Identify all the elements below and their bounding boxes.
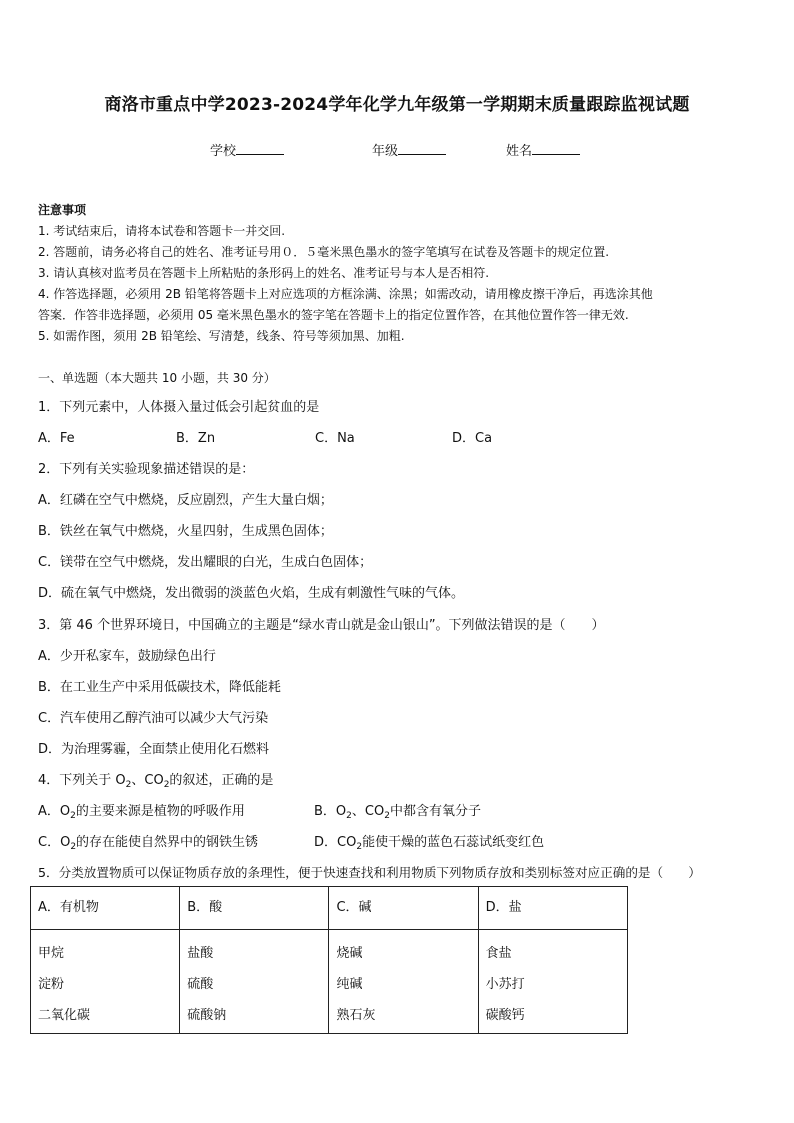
name-field xyxy=(506,140,580,159)
name-label: 姓名 xyxy=(506,144,533,159)
q4-option-c-text: 的存在能使自然界中的钢铁生锈 xyxy=(76,835,259,850)
table-cell xyxy=(478,930,627,1034)
substance-item: 盐酸 xyxy=(187,946,214,961)
table-row xyxy=(31,930,628,1034)
question-4-stem xyxy=(38,769,760,788)
substance-item: 二氧化碳 xyxy=(38,1008,91,1023)
table-header-row xyxy=(31,887,628,930)
q4-option-a[interactable] xyxy=(38,800,245,819)
question-1-stem: 1．下列元素中，人体摄入量过低会引起贫血的是 xyxy=(38,400,320,415)
subscript: 2 xyxy=(70,842,77,852)
subscript: 2 xyxy=(70,811,76,821)
school-blank[interactable] xyxy=(236,142,284,155)
q1-option-a[interactable]: A．Fe xyxy=(38,431,75,446)
q4-stem-suffix: 的叙述，正确的是 xyxy=(169,773,274,788)
q3-option-b[interactable]: B．在工业生产中采用低碳技术，降低能耗 xyxy=(38,680,281,695)
substance-item: 碳酸钙 xyxy=(485,1008,525,1023)
q4-stem-prefix: 4．下列关于 O xyxy=(38,773,126,788)
table-header-cell[interactable]: C．碱 xyxy=(329,887,478,930)
question-3-stem: 3．第 46 个世界环境日，中国确立的主题是“绿水青山就是金山银山”。下列做法错误的是（ ） xyxy=(38,618,605,633)
notice-item: 5. 如需作图，须用 2B 铅笔绘、写清楚，线条、符号等须加黑、加粗. xyxy=(38,329,405,343)
q2-option-a[interactable]: A．红磷在空气中燃烧，反应剧烈，产生大量白烟； xyxy=(38,493,333,508)
notice-item: 1. 考试结束后，请将本试卷和答题卡一并交回. xyxy=(38,224,286,238)
subscript: 2 xyxy=(356,842,363,852)
notice-item: 3. 请认真核对监考员在答题卡上所粘贴的条形码上的姓名、准考证号与本人是否相符. xyxy=(38,266,490,280)
table-cell xyxy=(31,930,180,1034)
notice-item: 4. 作答选择题，必须用 2B 铅笔将答题卡上对应选项的方框涂满、涂黑；如需改动，请用橡皮擦干净后，再选涂其他 xyxy=(38,287,653,301)
exam-title: 商洛市重点中学2023-2024学年化学九年级第一学期期末质量跟踪监视试题 xyxy=(104,95,690,115)
q3-option-d[interactable]: D．为治理雾霾，全面禁止使用化石燃料 xyxy=(38,742,270,757)
grade-field xyxy=(372,140,446,159)
subscript: 2 xyxy=(163,780,170,790)
subscript: 2 xyxy=(125,780,132,790)
substance-item: 淀粉 xyxy=(38,977,65,992)
question-5-stem: 5．分类放置物质可以保证物质存放的条理性，便于快速查找和利用物质下列物质存放和类别标签对应正确的是（ ） xyxy=(38,865,701,880)
substance-item: 食盐 xyxy=(485,946,512,961)
q4-option-b-text: B．O xyxy=(314,804,347,819)
notice-item: 答案．作答非选择题，必须用 05 毫米黑色墨水的签字笔在答题卡上的指定位置作答，在其他位置作答一律无效. xyxy=(38,308,629,322)
q3-option-c[interactable]: C．汽车使用乙醇汽油可以减少大气污染 xyxy=(38,711,269,726)
q4-option-d-text: 能使干燥的蓝色石蕊试纸变红色 xyxy=(362,835,545,850)
section-heading: 一、单选题（本大题共 10 小题，共 30 分） xyxy=(38,371,276,385)
q2-option-d[interactable]: D．硫在氧气中燃烧，发出微弱的淡蓝色火焰，生成有刺激性气味的气体。 xyxy=(38,586,465,601)
notice-heading: 注意事项 xyxy=(38,203,87,217)
table-cell xyxy=(180,930,329,1034)
q4-option-a-text: A．O xyxy=(38,804,71,819)
substance-item: 硫酸 xyxy=(187,977,214,992)
substance-item: 纯碱 xyxy=(336,977,363,992)
q3-option-a[interactable]: A．少开私家车，鼓励绿色出行 xyxy=(38,649,216,664)
q4-option-c-text: C．O xyxy=(38,835,71,850)
grade-label: 年级 xyxy=(372,144,399,159)
grade-blank[interactable] xyxy=(398,142,446,155)
substance-item: 熟石灰 xyxy=(336,1008,376,1023)
classification-table xyxy=(30,886,628,1034)
substance-item: 小苏打 xyxy=(485,977,525,992)
notice-section xyxy=(38,200,760,347)
substance-item: 硫酸钠 xyxy=(187,1008,227,1023)
subscript: 2 xyxy=(346,811,352,821)
q1-option-b[interactable]: B．Zn xyxy=(176,431,216,446)
q4-option-d[interactable] xyxy=(314,831,544,850)
question-2-stem: 2．下列有关实验现象描述错误的是： xyxy=(38,462,255,477)
subscript: 2 xyxy=(384,811,390,821)
q1-option-c[interactable]: C．Na xyxy=(315,431,355,446)
q4-option-b[interactable] xyxy=(314,800,481,819)
q2-option-b[interactable]: B．铁丝在氧气中燃烧，火星四射，生成黑色固体； xyxy=(38,524,333,539)
name-blank[interactable] xyxy=(532,142,580,155)
notice-item: 2. 答题前，请务必将自己的姓名、准考证号用０．５毫米黑色墨水的签字笔填写在试卷及答题卡的规定位置. xyxy=(38,245,610,259)
table-header-cell[interactable]: A．有机物 xyxy=(31,887,180,930)
table-header-cell[interactable]: D．盐 xyxy=(478,887,627,930)
q4-option-b-text: 中都含有氧分子 xyxy=(389,804,481,819)
q2-option-c[interactable]: C．镁带在空气中燃烧，发出耀眼的白光，生成白色固体； xyxy=(38,555,373,570)
q4-option-b-text: 、CO xyxy=(351,804,385,819)
q4-stem-mid: 、CO xyxy=(131,773,164,788)
q4-option-d-text: D．CO xyxy=(314,835,357,850)
table-cell xyxy=(329,930,478,1034)
q4-option-c[interactable] xyxy=(38,831,258,850)
table-header-cell[interactable]: B．酸 xyxy=(180,887,329,930)
substance-item: 烧碱 xyxy=(336,946,363,961)
school-field xyxy=(210,140,284,159)
q4-option-a-text: 的主要来源是植物的呼吸作用 xyxy=(75,804,245,819)
substance-item: 甲烷 xyxy=(38,946,65,961)
school-label: 学校 xyxy=(210,144,237,159)
q1-option-d[interactable]: D．Ca xyxy=(452,431,493,446)
